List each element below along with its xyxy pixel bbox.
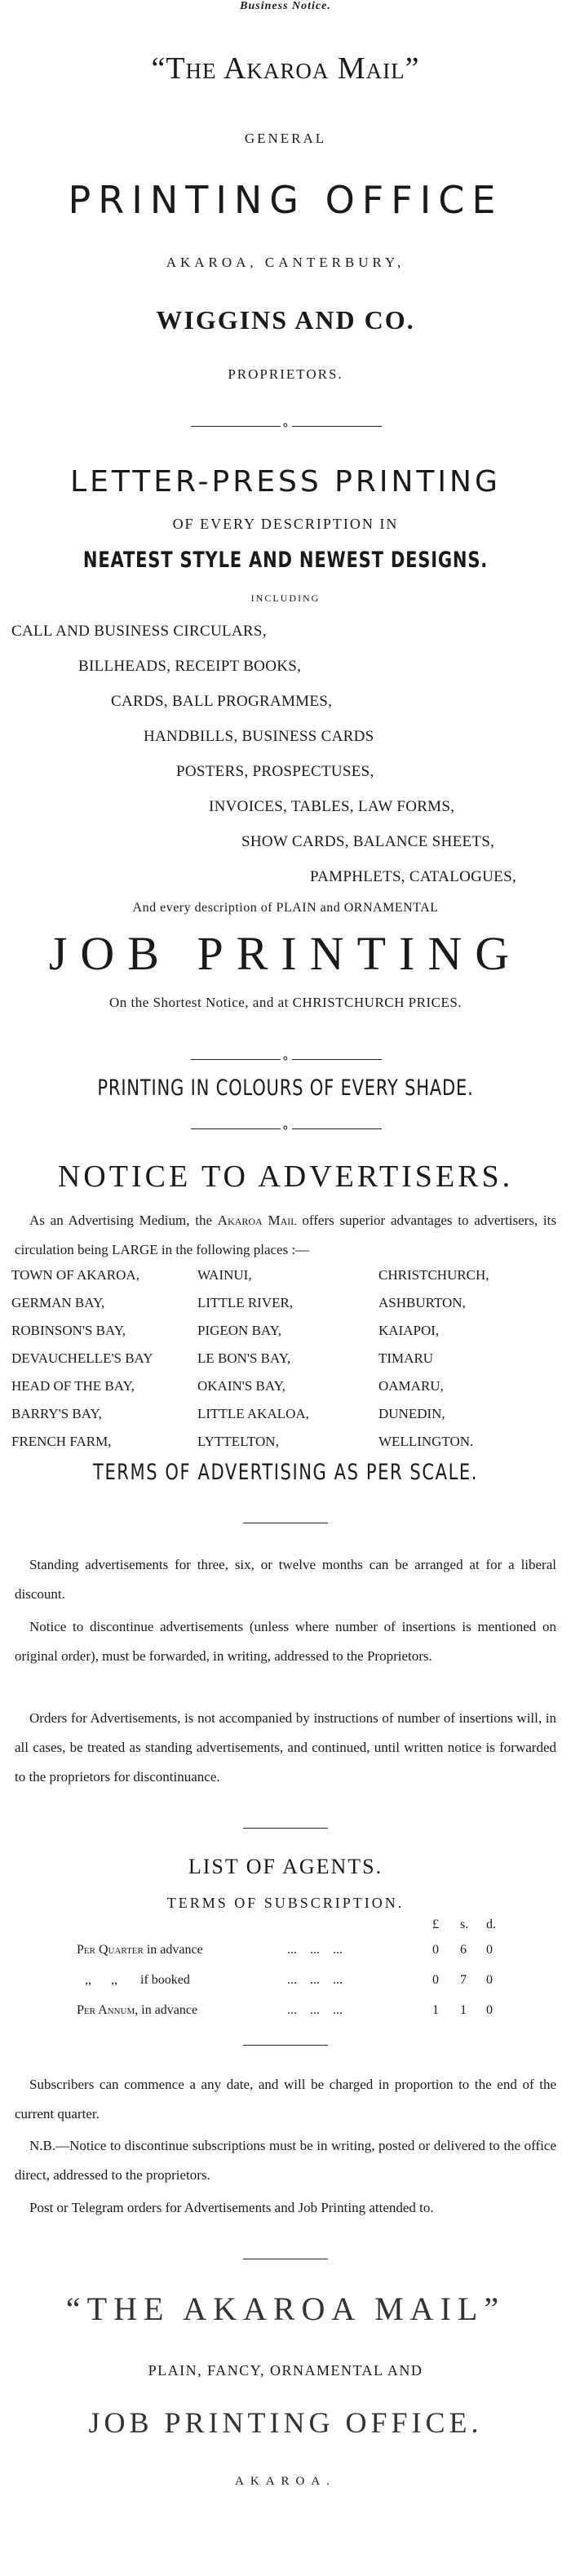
place-item: TOWN OF AKAROA, [11,1267,139,1283]
shortest-notice-line: On the Shortest Notice, and at CHRISTCHURCH PRICES. [108,995,463,1010]
divider-rule [292,426,382,427]
place-item: DUNEDIN, [378,1406,445,1421]
divider-rule [292,1128,382,1129]
advertisers-paragraph: Orders for Advertisements, is not accompanied by instructions of number of insertions will, in all cases, be treated as standing advertisements, and continued, until written notice is forwarded to the proprietors for discontinuance. [15,1710,556,1785]
masthead-proprietors: PROPRIETORS. [228,366,343,382]
subscription-heading: TERMS OF SUBSCRIPTION. [166,1895,405,1911]
advertisers-paragraph: Notice to discontinue advertisements (unless where number of insertions is mentioned on original order), must be forwarded, in writing, addressed to the Proprietors. [15,1619,556,1664]
masthead-firm: WIGGINS AND CO. [156,305,415,335]
advertisers-paragraph: Standing advertisements for three, six, or twelve months can be arranged at for a liberal discount. [15,1557,556,1602]
place-item: WAINUI, [197,1267,252,1283]
footer-subtitle: PLAIN, FANCY, ORNAMENTAL AND [148,2362,423,2379]
subscription-value-pence: 0 [486,1943,493,1957]
divider-ornament-icon: ⚬ [281,1122,290,1135]
subscription-value-shillings: 1 [460,2003,467,2017]
subscription-label-rest: ,, if booked [91,1973,190,1987]
service-item: CALL AND BUSINESS CIRCULARS, [11,623,267,640]
masthead-title: “The Akaroa Mail” [151,51,420,86]
place-item: LITTLE RIVER, [197,1295,294,1310]
divider-ornament-icon: ⚬ [281,1053,290,1066]
place-item: DEVAUCHELLE'S BAY [11,1350,153,1366]
letterpress-designs: NEATEST STYLE AND NEWEST DESIGNS. [82,548,489,573]
subscription-label: ,, [85,1973,91,1987]
advertisers-intro-name: Akaroa Mail [217,1213,297,1228]
subscription-row [77,1973,533,1993]
masthead-location: AKAROA, CANTERBURY, [166,255,405,270]
divider-rule [191,1059,281,1060]
terms-of-advertising: TERMS OF ADVERTISING AS PER SCALE. [93,1460,478,1485]
subscription-value-pence: 0 [486,2003,493,2017]
subscription-dots: ... ... ... [287,1943,343,1957]
advertisers-intro [15,1206,556,1265]
footer-title: “THE AKAROA MAIL” [65,2290,506,2327]
place-item: OAMARU, [378,1378,444,1394]
masthead-general: GENERAL [244,131,327,146]
agents-heading: LIST OF AGENTS. [188,1855,383,1878]
place-item: ASHBURTON, [378,1295,466,1310]
subscription-value-pounds: 0 [432,1973,439,1987]
place-item: OKAIN'S BAY, [197,1378,286,1394]
place-item: LYTTELTON, [197,1434,279,1449]
places-column-1 [11,1261,153,1456]
advertisers-intro-part: offers superior advantages to advertisers, its circulation being LARGE in the following places :— [15,1213,556,1257]
subscription-label: Per Annum, [77,2003,139,2017]
place-item: TIMARU [378,1350,434,1366]
subscription-label-rest: in advance [138,2003,198,2017]
subscription-dots: ... ... ... [287,2003,343,2017]
place-item: WELLINGTON. [378,1434,474,1449]
divider-rule [243,1828,328,1829]
place-item: GERMAN BAY, [11,1295,105,1310]
letterpress-heading: LETTER-PRESS PRINTING [70,465,501,499]
place-item: ROBINSON'S BAY, [11,1323,126,1338]
subscription-value-pounds: 0 [432,1943,439,1957]
service-item: HANDBILLS, BUSINESS CARDS [144,728,374,745]
service-item: POSTERS, PROSPECTUSES, [176,763,374,780]
currency-pounds: £ [432,1918,439,1931]
job-printing-heading: JOB PRINTING [48,927,523,980]
letterpress-subheading: OF EVERY DESCRIPTION IN [172,516,399,532]
subscription-value-shillings: 7 [460,1973,467,1987]
service-item: PAMPHLETS, CATALOGUES, [310,868,516,885]
divider-ornament-icon: ⚬ [281,419,290,432]
place-item: FRENCH FARM, [11,1434,112,1449]
advertisers-heading: NOTICE TO ADVERTISERS. [57,1159,514,1194]
currency-pence: d. [486,1918,496,1931]
subscription-value-pounds: 1 [432,2003,439,2017]
place-item: KAIAPOI, [378,1323,440,1338]
subscription-label-rest: in advance [143,1943,203,1957]
place-item: CHRISTCHURCH, [378,1267,489,1283]
divider-rule [292,1059,382,1060]
subscription-row [77,1943,533,1962]
divider-rule [191,426,281,427]
subscription-value-shillings: 6 [460,1943,467,1957]
place-item: LE BON'S BAY, [197,1350,291,1366]
colours-line: PRINTING IN COLOURS OF EVERY SHADE. [97,1075,474,1101]
subscription-label: Per Quarter [77,1943,144,1957]
agents-paragraph: Subscribers can commence a any date, and will be charged in proportion to the end of the current quarter. [15,2077,556,2122]
places-column-3 [378,1261,489,1456]
footer-location: AKAROA. [235,2475,336,2488]
subscription-dots: ... ... ... [287,1973,343,1987]
service-item: BILLHEADS, RECEIPT BOOKS, [78,658,302,675]
place-item: PIGEON BAY, [197,1323,281,1338]
agents-paragraph: Post or Telegram orders for Advertisements and Job Printing attended to. [29,2200,434,2215]
places-column-2 [197,1261,309,1456]
currency-shillings: s. [460,1918,469,1931]
letterpress-including: INCLUDING [250,592,321,604]
divider-rule [243,2045,328,2046]
every-description-line: And every description of PLAIN and ORNAMENTAL [132,901,439,915]
service-item: CARDS, BALL PROGRAMMES, [111,693,333,710]
masthead-printing-office: PRINTING OFFICE [68,178,503,222]
subscription-row [77,2003,533,2023]
subscription-value-pence: 0 [486,1973,493,1987]
place-item: LITTLE AKALOA, [197,1406,309,1421]
footer-office: JOB PRINTING OFFICE. [88,2406,483,2439]
agents-paragraph: N.B.—Notice to discontinue subscriptions must be in writing, posted or delivered to the office direct, addressed to the proprietors. [15,2138,556,2183]
service-item: SHOW CARDS, BALANCE SHEETS, [241,833,495,850]
service-item: INVOICES, TABLES, LAW FORMS, [209,798,455,815]
advertisers-intro-part: As an Advertising Medium, the [29,1213,212,1228]
divider-rule [191,1128,281,1129]
page-header-label: Business Notice. [240,0,331,12]
place-item: HEAD OF THE BAY, [11,1378,135,1394]
place-item: BARRY'S BAY, [11,1406,102,1421]
